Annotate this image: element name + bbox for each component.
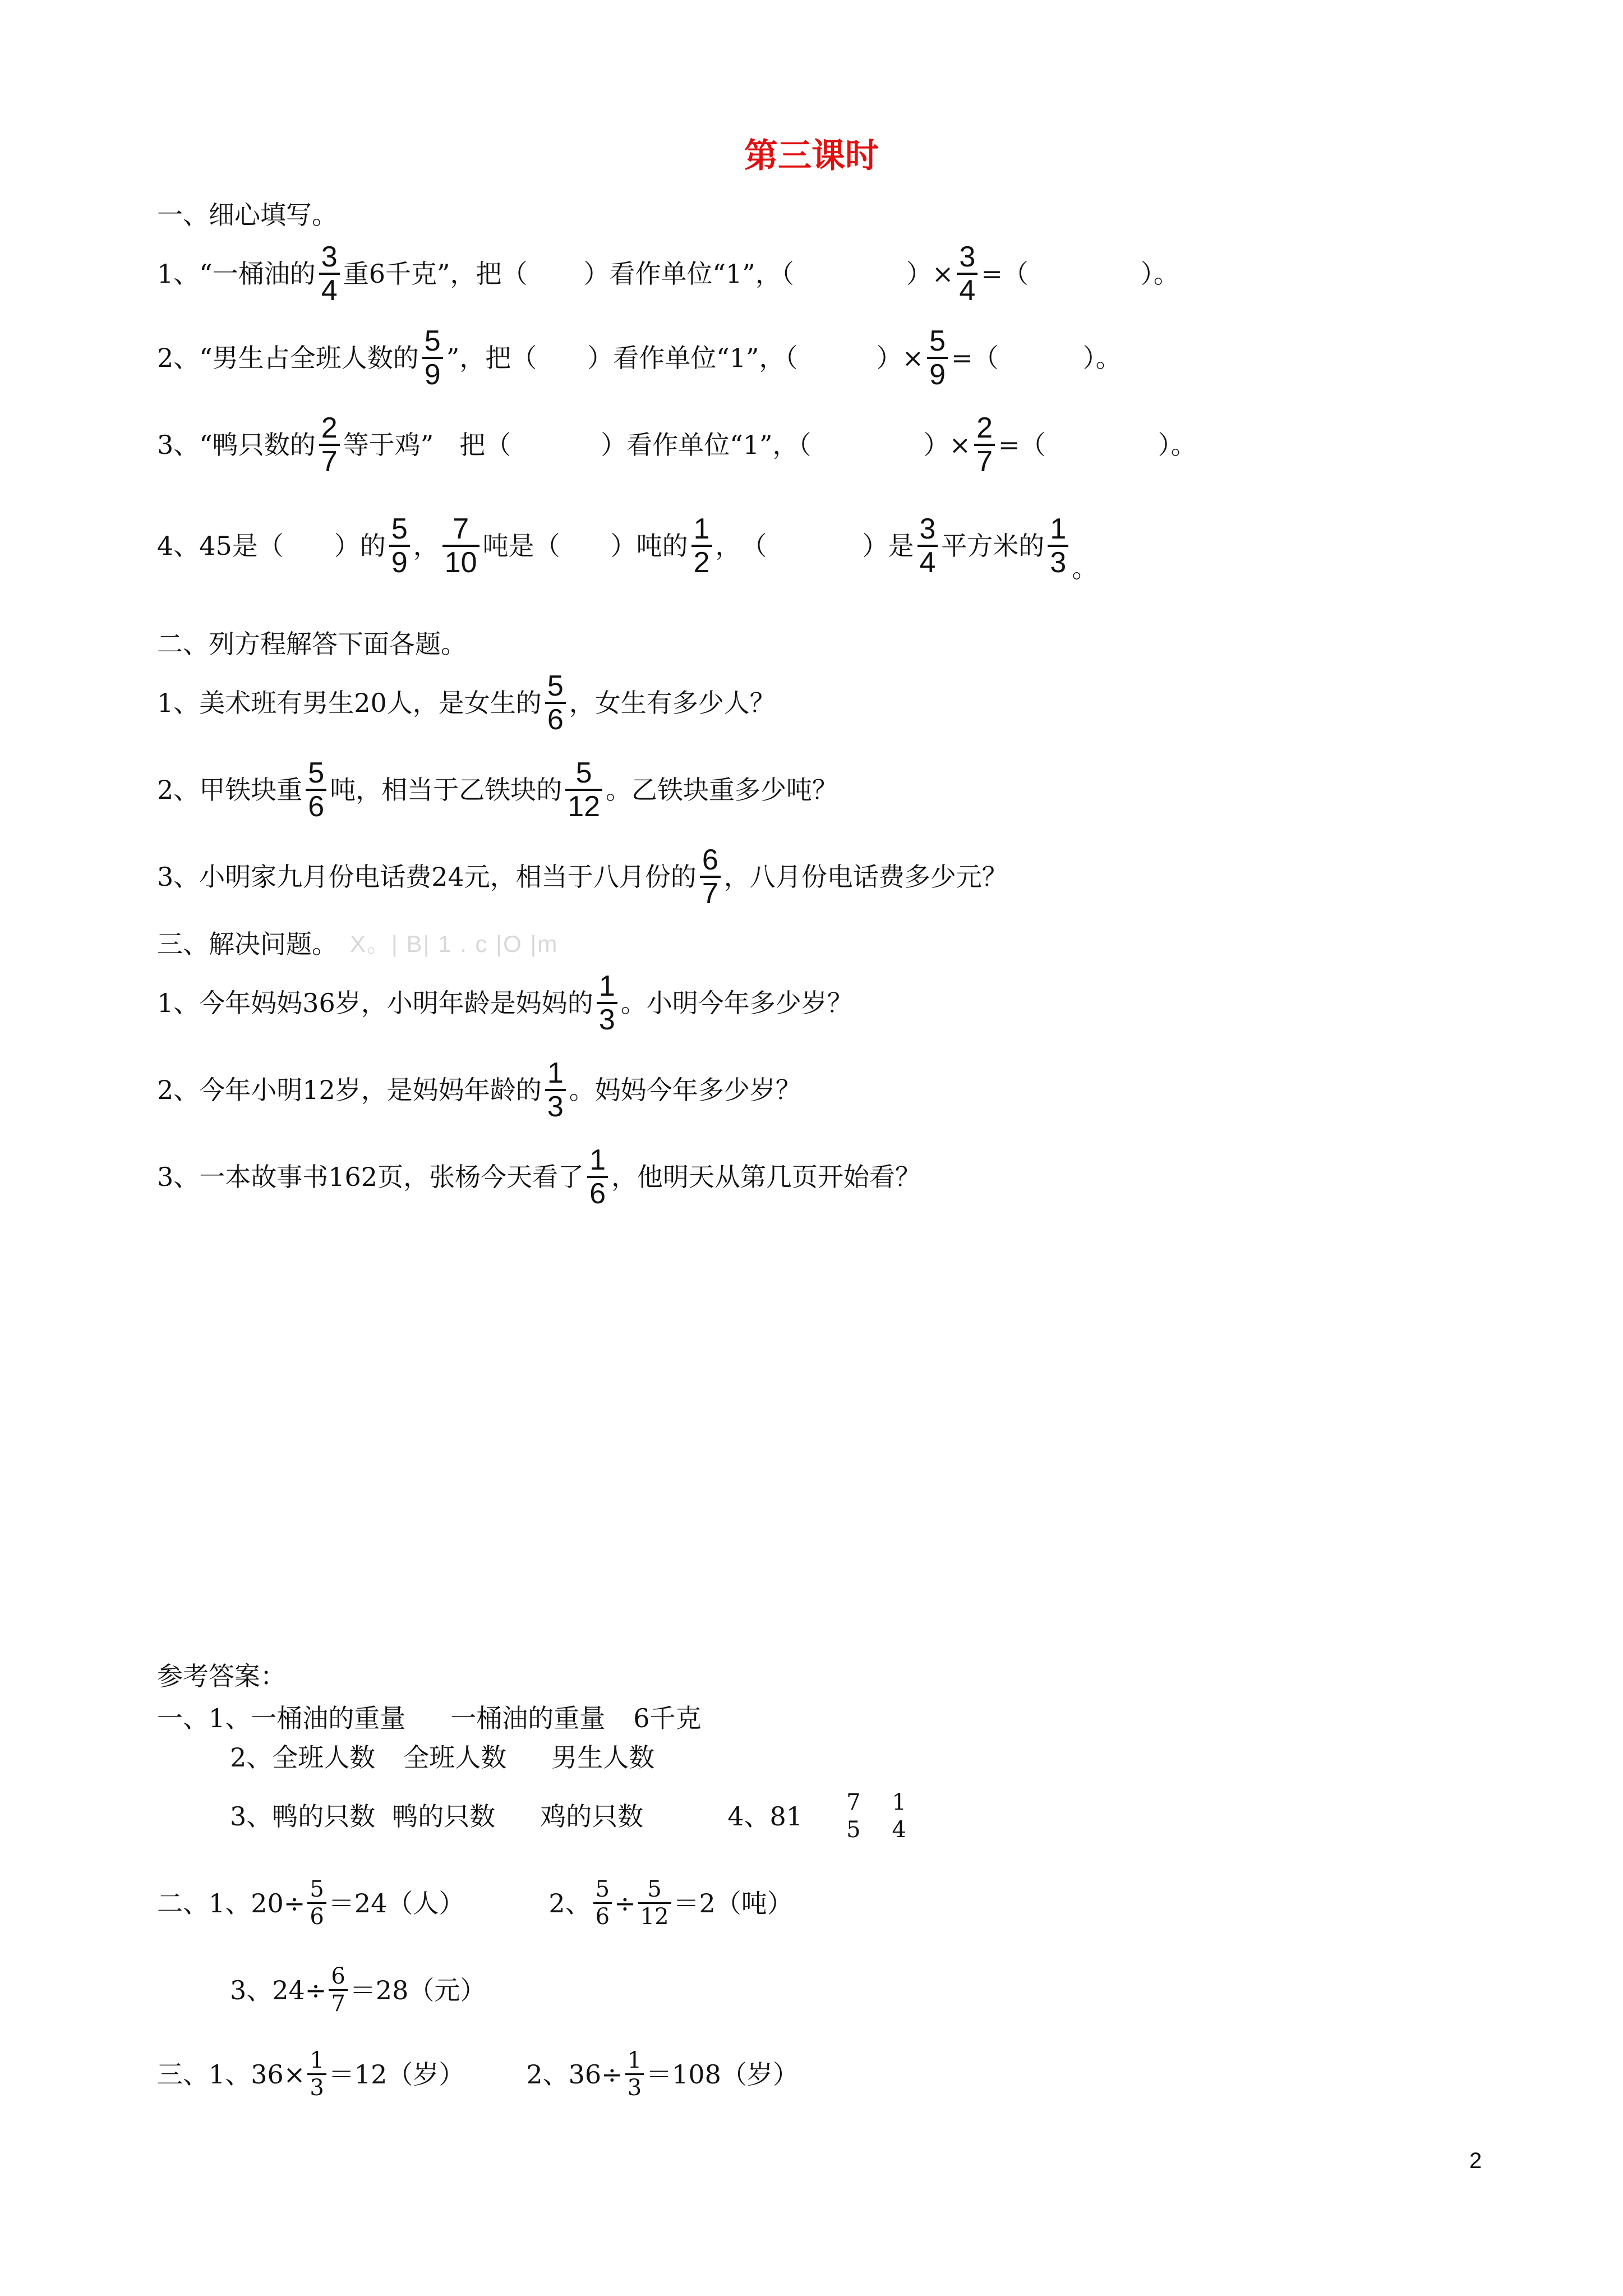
fraction [597, 970, 617, 1036]
s3q3-text-a: 3、一本故事书162页，张杨今天看了 [157, 1162, 584, 1193]
s1q3-text-c: ）看作单位“1”，（ [601, 430, 811, 461]
fraction [545, 670, 566, 735]
ans12-text-c: 男生人数 [551, 1742, 655, 1773]
fraction [1048, 513, 1068, 578]
ans21-text-e: ＝2（吨） [673, 1888, 793, 1918]
fraction [565, 757, 602, 822]
numerator: 5 [595, 1876, 610, 1902]
s2q2-text-c: 。乙铁块重多少吨？ [606, 775, 838, 806]
s3q1-text-b: 。小明今年多少岁？ [620, 988, 853, 1019]
fraction [638, 1876, 671, 1930]
denominator: 7 [321, 445, 338, 478]
s1q3-text-a: 3、“鸭只数的 [157, 430, 316, 461]
s1q4-text-h: ）是 [862, 531, 914, 562]
s3-question-3 [157, 1144, 921, 1209]
fraction [890, 1789, 909, 1843]
numerator: 5 [391, 513, 408, 545]
answers-heading [157, 1663, 286, 1689]
s1q4-text-g: ， （ [715, 531, 767, 562]
s1q4-text-b: ）的 [334, 531, 386, 562]
denominator: 5 [846, 1817, 861, 1843]
numerator: 7 [846, 1789, 861, 1815]
numerator: 5 [575, 757, 592, 789]
s2-question-3 [157, 844, 1008, 909]
s3q2-text-a: 2、今年小明12岁，是妈妈年龄的 [157, 1075, 542, 1106]
denominator: 3 [547, 1091, 564, 1124]
answer-1-1 [157, 1705, 702, 1731]
answer-2-1 [157, 1876, 793, 1930]
s2-question-1 [157, 670, 776, 735]
s1q2-text-b: ”，把（ [446, 343, 537, 374]
ans21-text-b: ＝24（人） [328, 1888, 465, 1918]
fraction [593, 1876, 612, 1930]
section-3-heading-text: 三、解决问题。 [157, 929, 338, 959]
fraction [545, 1057, 566, 1122]
answer-1-2 [230, 1742, 655, 1773]
ans23-text-a: 3、24÷ [230, 1975, 327, 2005]
numerator: 2 [321, 412, 338, 444]
s1q4-text-a: 4、45是（ [157, 531, 284, 562]
numerator: 1 [547, 1057, 564, 1089]
s1q2-text-a: 2、“男生占全班人数的 [157, 343, 419, 374]
ans12-text-a: 2、全班人数 [230, 1742, 376, 1773]
fraction [306, 757, 326, 822]
s3-question-2 [157, 1057, 801, 1122]
page-number: 2 [1469, 2148, 1482, 2173]
ans21-text-d: ÷ [614, 1888, 636, 1918]
denominator: 12 [568, 790, 601, 823]
s1-question-1 [157, 241, 1179, 306]
section-1-heading [157, 202, 338, 228]
denominator: 6 [595, 1904, 610, 1930]
denominator: 3 [627, 2075, 642, 2101]
s1q4-text-i: 平方米的 [941, 531, 1045, 562]
s2q3-text-a: 3、小明家九月份电话费24元，相当于八月份的 [157, 862, 697, 892]
ans13-text-a: 3、鸭的只数 [230, 1801, 376, 1832]
fraction [691, 513, 712, 578]
s3q1-text-a: 1、今年妈妈36岁，小明年龄是妈妈的 [157, 988, 593, 1019]
ans3-text-a: 三、1、36× [157, 2059, 306, 2090]
s1q2-text-c: ）看作单位“1”，（ [587, 343, 798, 374]
fraction [442, 513, 479, 578]
answer-3 [157, 2047, 799, 2101]
s3q3-text-b: ，他明天从第几页开始看？ [611, 1162, 921, 1193]
numerator: 7 [453, 513, 469, 545]
numerator: 1 [310, 2047, 324, 2073]
numerator: 3 [321, 241, 338, 273]
fraction [625, 2047, 644, 2101]
s1q1-text-g: ）。 [1140, 259, 1179, 289]
fraction [587, 1144, 608, 1209]
denominator: 9 [424, 358, 441, 392]
fraction [307, 2047, 326, 2101]
ans3-text-d: ＝108（岁） [646, 2059, 799, 2090]
section-3-heading [157, 931, 558, 957]
numerator: 3 [919, 513, 936, 545]
s1q2-text-e: =（ [951, 343, 999, 374]
numerator: 1 [589, 1144, 606, 1176]
denominator: 3 [310, 2075, 324, 2101]
fraction [957, 241, 978, 306]
numerator: 5 [308, 757, 325, 789]
s2q2-text-b: 吨，相当于乙铁块的 [330, 775, 562, 806]
s1q4-text-j: 。 [1072, 553, 1098, 584]
watermark: X。| B| 1 . c |O |m [350, 931, 559, 957]
numerator: 5 [310, 1876, 324, 1902]
denominator: 6 [310, 1904, 324, 1930]
s1q4-text-d: 吨是（ [482, 531, 560, 562]
s1q1-text-b: 重6千克”，把（ [343, 259, 528, 289]
denominator: 2 [693, 546, 710, 579]
numerator: 5 [647, 1876, 662, 1902]
s1-question-4 [157, 513, 1098, 584]
numerator: 6 [702, 844, 718, 876]
s2q3-text-b: ，八月份电话费多少元？ [723, 862, 1008, 892]
numerator: 6 [331, 1963, 345, 1989]
fraction [319, 241, 340, 306]
fraction [844, 1789, 863, 1843]
numerator: 5 [547, 670, 564, 702]
ans3-text-b: ＝12（岁） [328, 2059, 465, 2090]
numerator: 3 [959, 241, 976, 273]
fraction [927, 325, 948, 390]
denominator: 6 [589, 1177, 606, 1211]
s2q1-text-b: ，女生有多少人？ [569, 688, 776, 719]
denominator: 9 [929, 358, 946, 392]
s3q2-text-b: 。妈妈今年多少岁？ [569, 1075, 801, 1106]
denominator: 4 [892, 1817, 906, 1843]
fraction [319, 412, 340, 477]
s1q1-text-d: ）× [906, 259, 954, 289]
denominator: 4 [959, 274, 976, 307]
s1q4-text-c: ， [413, 531, 439, 562]
answers-heading-text: 参考答案： [157, 1661, 286, 1691]
s1q1-text-e: =（ [981, 259, 1029, 289]
fraction [389, 513, 410, 578]
fraction [422, 325, 443, 390]
s1q1-text-a: 1、“一桶油的 [157, 259, 316, 289]
section-1-heading-text: 一、细心填写。 [157, 200, 338, 230]
answer-2-3 [230, 1963, 486, 2017]
s1q2-text-g: ）。 [1082, 343, 1122, 374]
fraction [700, 844, 721, 909]
denominator: 7 [976, 445, 993, 478]
denominator: 7 [331, 1991, 345, 2017]
numerator: 5 [424, 325, 441, 357]
s1q3-text-d: ）× [923, 430, 971, 461]
ans11-text-c: 6千克 [633, 1703, 702, 1733]
numerator: 1 [598, 970, 615, 1002]
ans23-text-b: ＝28（元） [349, 1975, 486, 2005]
ans11-text-a: 一、1、一桶油的重量 [157, 1703, 406, 1733]
fraction [307, 1876, 326, 1930]
denominator: 9 [391, 546, 408, 579]
denominator: 6 [308, 790, 325, 823]
numerator: 5 [929, 325, 946, 357]
ans13-text-c: 鸡的只数 [540, 1801, 644, 1832]
ans13-text-b: 鸭的只数 [392, 1801, 496, 1832]
s1q3-text-g: ）。 [1158, 430, 1197, 461]
s1q2-text-d: ）× [876, 343, 924, 374]
ans12-text-b: 全班人数 [403, 1742, 507, 1773]
page-title: 第三课时 [744, 136, 879, 176]
ans21-text-c: 2、 [548, 1888, 591, 1918]
denominator: 6 [547, 703, 564, 737]
fraction [974, 412, 995, 477]
ans3-text-c: 2、36÷ [526, 2059, 623, 2090]
s1q3-text-e: =（ [998, 430, 1046, 461]
s1q4-text-e: ）吨的 [610, 531, 688, 562]
ans11-text-b: 一桶油的重量 [450, 1703, 606, 1733]
s1q1-text-c: ）看作单位“1”，（ [583, 259, 794, 289]
denominator: 10 [444, 546, 477, 579]
numerator: 1 [892, 1789, 906, 1815]
denominator: 12 [640, 1904, 669, 1930]
numerator: 2 [976, 412, 993, 444]
fraction [917, 513, 938, 578]
denominator: 3 [598, 1004, 615, 1037]
denominator: 4 [321, 274, 338, 307]
s2q2-text-a: 2、甲铁块重 [157, 775, 303, 806]
ans13-text-d: 4、81 [727, 1801, 803, 1832]
denominator: 4 [919, 546, 936, 579]
section-2-heading-text: 二、列方程解答下面各题。 [157, 629, 467, 659]
fraction [329, 1963, 347, 2017]
answer-1-3 [230, 1789, 911, 1843]
s2-question-2 [157, 757, 838, 822]
ans21-text-a: 二、1、20÷ [157, 1888, 306, 1918]
numerator: 1 [627, 2047, 642, 2073]
s1-question-2 [157, 325, 1122, 390]
numerator: 1 [1050, 513, 1067, 545]
s2q1-text-a: 1、美术班有男生20人，是女生的 [157, 688, 542, 719]
section-2-heading [157, 631, 467, 657]
numerator: 1 [693, 513, 710, 545]
s1q3-text-b: 等于鸡” 把（ [343, 430, 511, 461]
denominator: 7 [702, 877, 718, 910]
s1-question-3 [157, 412, 1197, 477]
s3-question-1 [157, 970, 853, 1036]
denominator: 3 [1050, 546, 1067, 579]
